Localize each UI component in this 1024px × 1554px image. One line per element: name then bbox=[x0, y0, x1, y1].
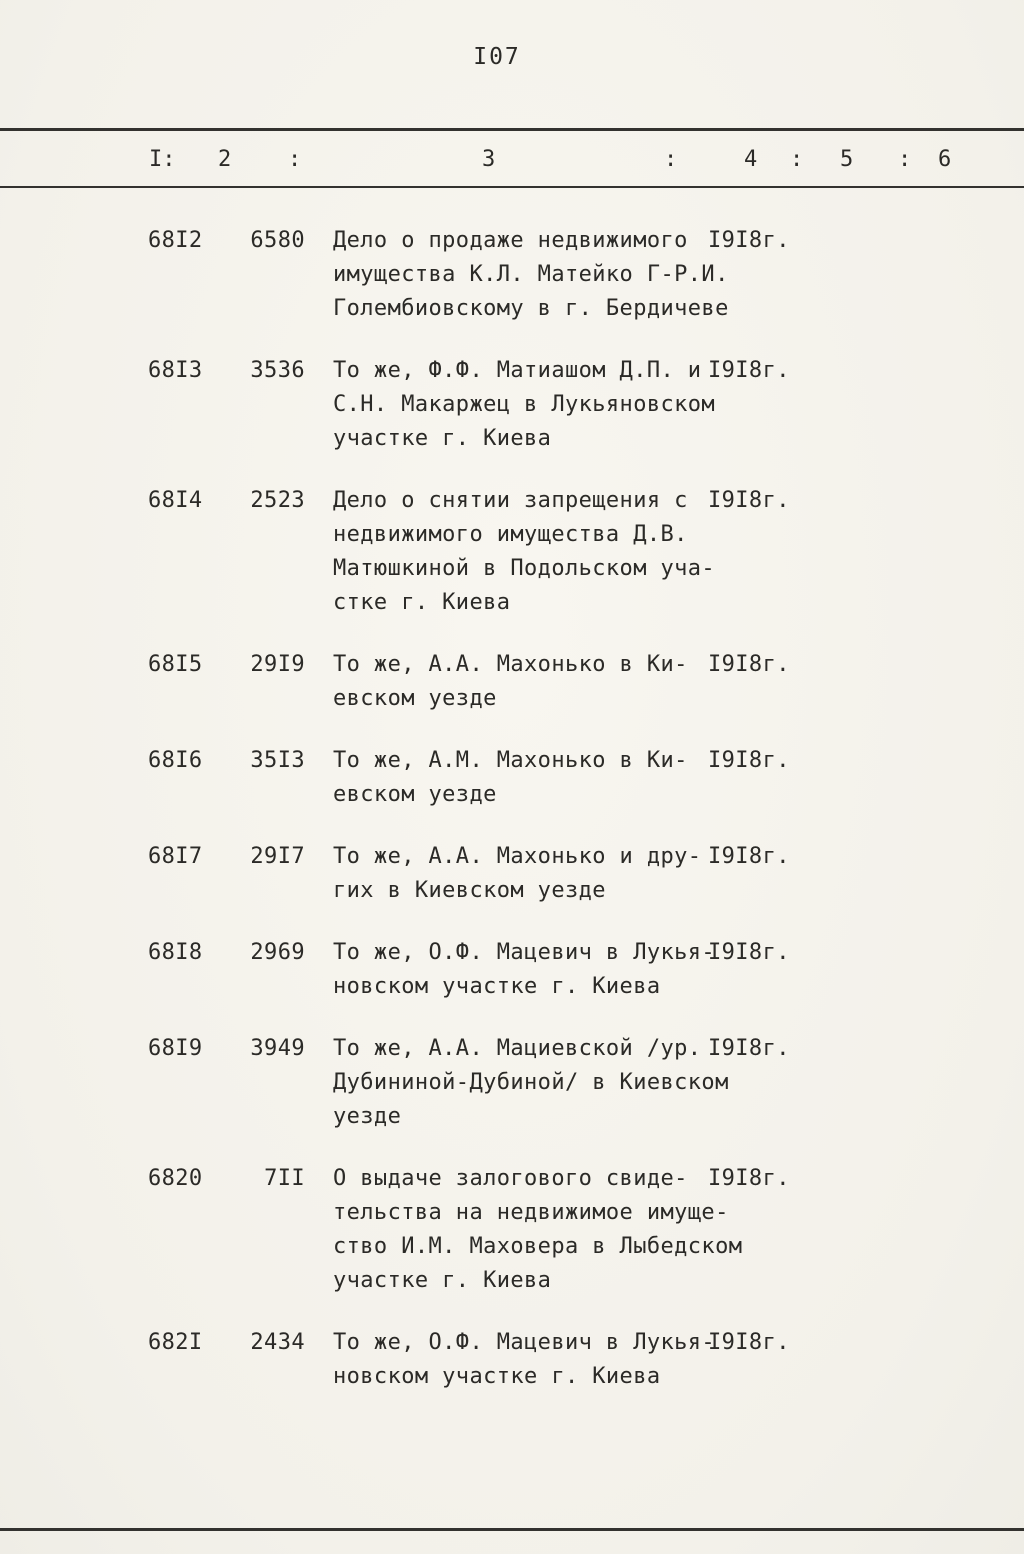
column-header-4: 4 bbox=[744, 147, 758, 172]
entry-number: 6820 bbox=[148, 1166, 203, 1191]
entry-old-number: 2434 bbox=[250, 1330, 305, 1355]
entry-number: 68I7 bbox=[148, 844, 203, 869]
entry-old-number: 6580 bbox=[250, 228, 305, 253]
entry-description bbox=[305, 744, 708, 812]
description-line: участке г. Киева bbox=[333, 426, 552, 451]
description-line: То же, А.А. Махонько в Ки- bbox=[333, 652, 688, 677]
entry-year: I9I8г. bbox=[708, 748, 790, 773]
entry-old-number: 7II bbox=[264, 1166, 305, 1191]
description-line: новском участке г. Киева bbox=[333, 974, 661, 999]
page-number: I07 bbox=[473, 44, 521, 70]
description-line: уезде bbox=[333, 1104, 402, 1129]
entry-number: 68I4 bbox=[148, 488, 203, 513]
entry-old-number: 29I9 bbox=[250, 652, 305, 677]
column-separator: : bbox=[898, 147, 912, 172]
description-line: новском участке г. Киева bbox=[333, 1364, 661, 1389]
header-top-rule bbox=[0, 128, 1024, 131]
entry-description bbox=[305, 936, 716, 1004]
entry-description bbox=[305, 1326, 716, 1394]
description-line: участке г. Киева bbox=[333, 1268, 552, 1293]
table-row bbox=[148, 840, 1024, 908]
description-line: То же, О.Ф. Мацевич в Лукья- bbox=[333, 940, 716, 965]
column-separator: : bbox=[664, 147, 678, 172]
entry-description bbox=[305, 840, 708, 908]
entry-description bbox=[305, 484, 716, 620]
column-header-1: I: bbox=[149, 147, 176, 172]
entry-year: I9I8г. bbox=[708, 844, 790, 869]
table-row bbox=[148, 1326, 1024, 1394]
entry-number: 68I5 bbox=[148, 652, 203, 677]
entry-description bbox=[305, 354, 716, 456]
description-line: То же, Ф.Ф. Матиашом Д.П. и bbox=[333, 358, 702, 383]
entry-year: I9I8г. bbox=[708, 358, 790, 383]
entry-year: I9I8г. bbox=[708, 228, 790, 253]
description-line: То же, А.А. Мациевской /ур. bbox=[333, 1036, 702, 1061]
column-separator: : bbox=[790, 147, 804, 172]
entry-description bbox=[305, 1162, 743, 1298]
description-line: О выдаче залогового свиде- bbox=[333, 1166, 688, 1191]
description-line: Дело о продаже недвижимого bbox=[333, 228, 688, 253]
column-header-2: 2 bbox=[218, 147, 232, 172]
entry-old-number: 29I7 bbox=[250, 844, 305, 869]
table-row bbox=[148, 484, 1024, 620]
entry-year: I9I8г. bbox=[708, 1036, 790, 1061]
description-line: Дело о снятии запрещения с bbox=[333, 488, 688, 513]
description-line: гих в Киевском уезде bbox=[333, 878, 606, 903]
description-line: То же, О.Ф. Мацевич в Лукья- bbox=[333, 1330, 716, 1355]
description-line: тельства на недвижимое имуще- bbox=[333, 1200, 729, 1225]
description-line: То же, А.А. Махонько и дру- bbox=[333, 844, 702, 869]
entry-number: 682I bbox=[148, 1330, 203, 1355]
description-line: Голембиовскому в г. Бердичеве bbox=[333, 296, 729, 321]
table-row bbox=[148, 744, 1024, 812]
entry-old-number: 3536 bbox=[250, 358, 305, 383]
entry-year: I9I8г. bbox=[708, 940, 790, 965]
column-header-6: 6 bbox=[938, 147, 952, 172]
entry-number: 68I2 bbox=[148, 228, 203, 253]
table-row bbox=[148, 1032, 1024, 1134]
entry-description bbox=[305, 1032, 729, 1134]
table-row bbox=[148, 1162, 1024, 1298]
entry-description bbox=[305, 224, 729, 326]
header-bottom-rule bbox=[0, 186, 1024, 188]
table-row bbox=[148, 648, 1024, 716]
entry-year: I9I8г. bbox=[708, 488, 790, 513]
entry-year: I9I8г. bbox=[708, 1330, 790, 1355]
description-line: имущества К.Л. Матейко Г-Р.И. bbox=[333, 262, 729, 287]
entry-number: 68I3 bbox=[148, 358, 203, 383]
description-line: стке г. Киева bbox=[333, 590, 511, 615]
entry-number: 68I8 bbox=[148, 940, 203, 965]
column-header-5: 5 bbox=[840, 147, 854, 172]
table-row bbox=[148, 354, 1024, 456]
entries-list bbox=[0, 224, 1024, 1422]
entry-old-number: 35I3 bbox=[250, 748, 305, 773]
description-line: евском уезде bbox=[333, 686, 497, 711]
table-row bbox=[148, 224, 1024, 326]
description-line: евском уезде bbox=[333, 782, 497, 807]
column-header-3: 3 bbox=[482, 147, 496, 172]
entry-old-number: 3949 bbox=[250, 1036, 305, 1061]
table-header bbox=[0, 147, 1024, 181]
page-bottom-rule bbox=[0, 1528, 1024, 1531]
entry-year: I9I8г. bbox=[708, 1166, 790, 1191]
entry-number: 68I9 bbox=[148, 1036, 203, 1061]
entry-old-number: 2523 bbox=[250, 488, 305, 513]
description-line: Дубининой-Дубиной/ в Киевском bbox=[333, 1070, 729, 1095]
description-line: То же, А.М. Махонько в Ки- bbox=[333, 748, 688, 773]
description-line: С.Н. Макаржец в Лукьяновском bbox=[333, 392, 716, 417]
entry-year: I9I8г. bbox=[708, 652, 790, 677]
description-line: ство И.М. Маховера в Лыбедском bbox=[333, 1234, 743, 1259]
entry-description bbox=[305, 648, 708, 716]
entry-old-number: 2969 bbox=[250, 940, 305, 965]
column-separator: : bbox=[288, 147, 302, 172]
entry-number: 68I6 bbox=[148, 748, 203, 773]
description-line: Матюшкиной в Подольском уча- bbox=[333, 556, 716, 581]
description-line: недвижимого имущества Д.В. bbox=[333, 522, 688, 547]
table-row bbox=[148, 936, 1024, 1004]
